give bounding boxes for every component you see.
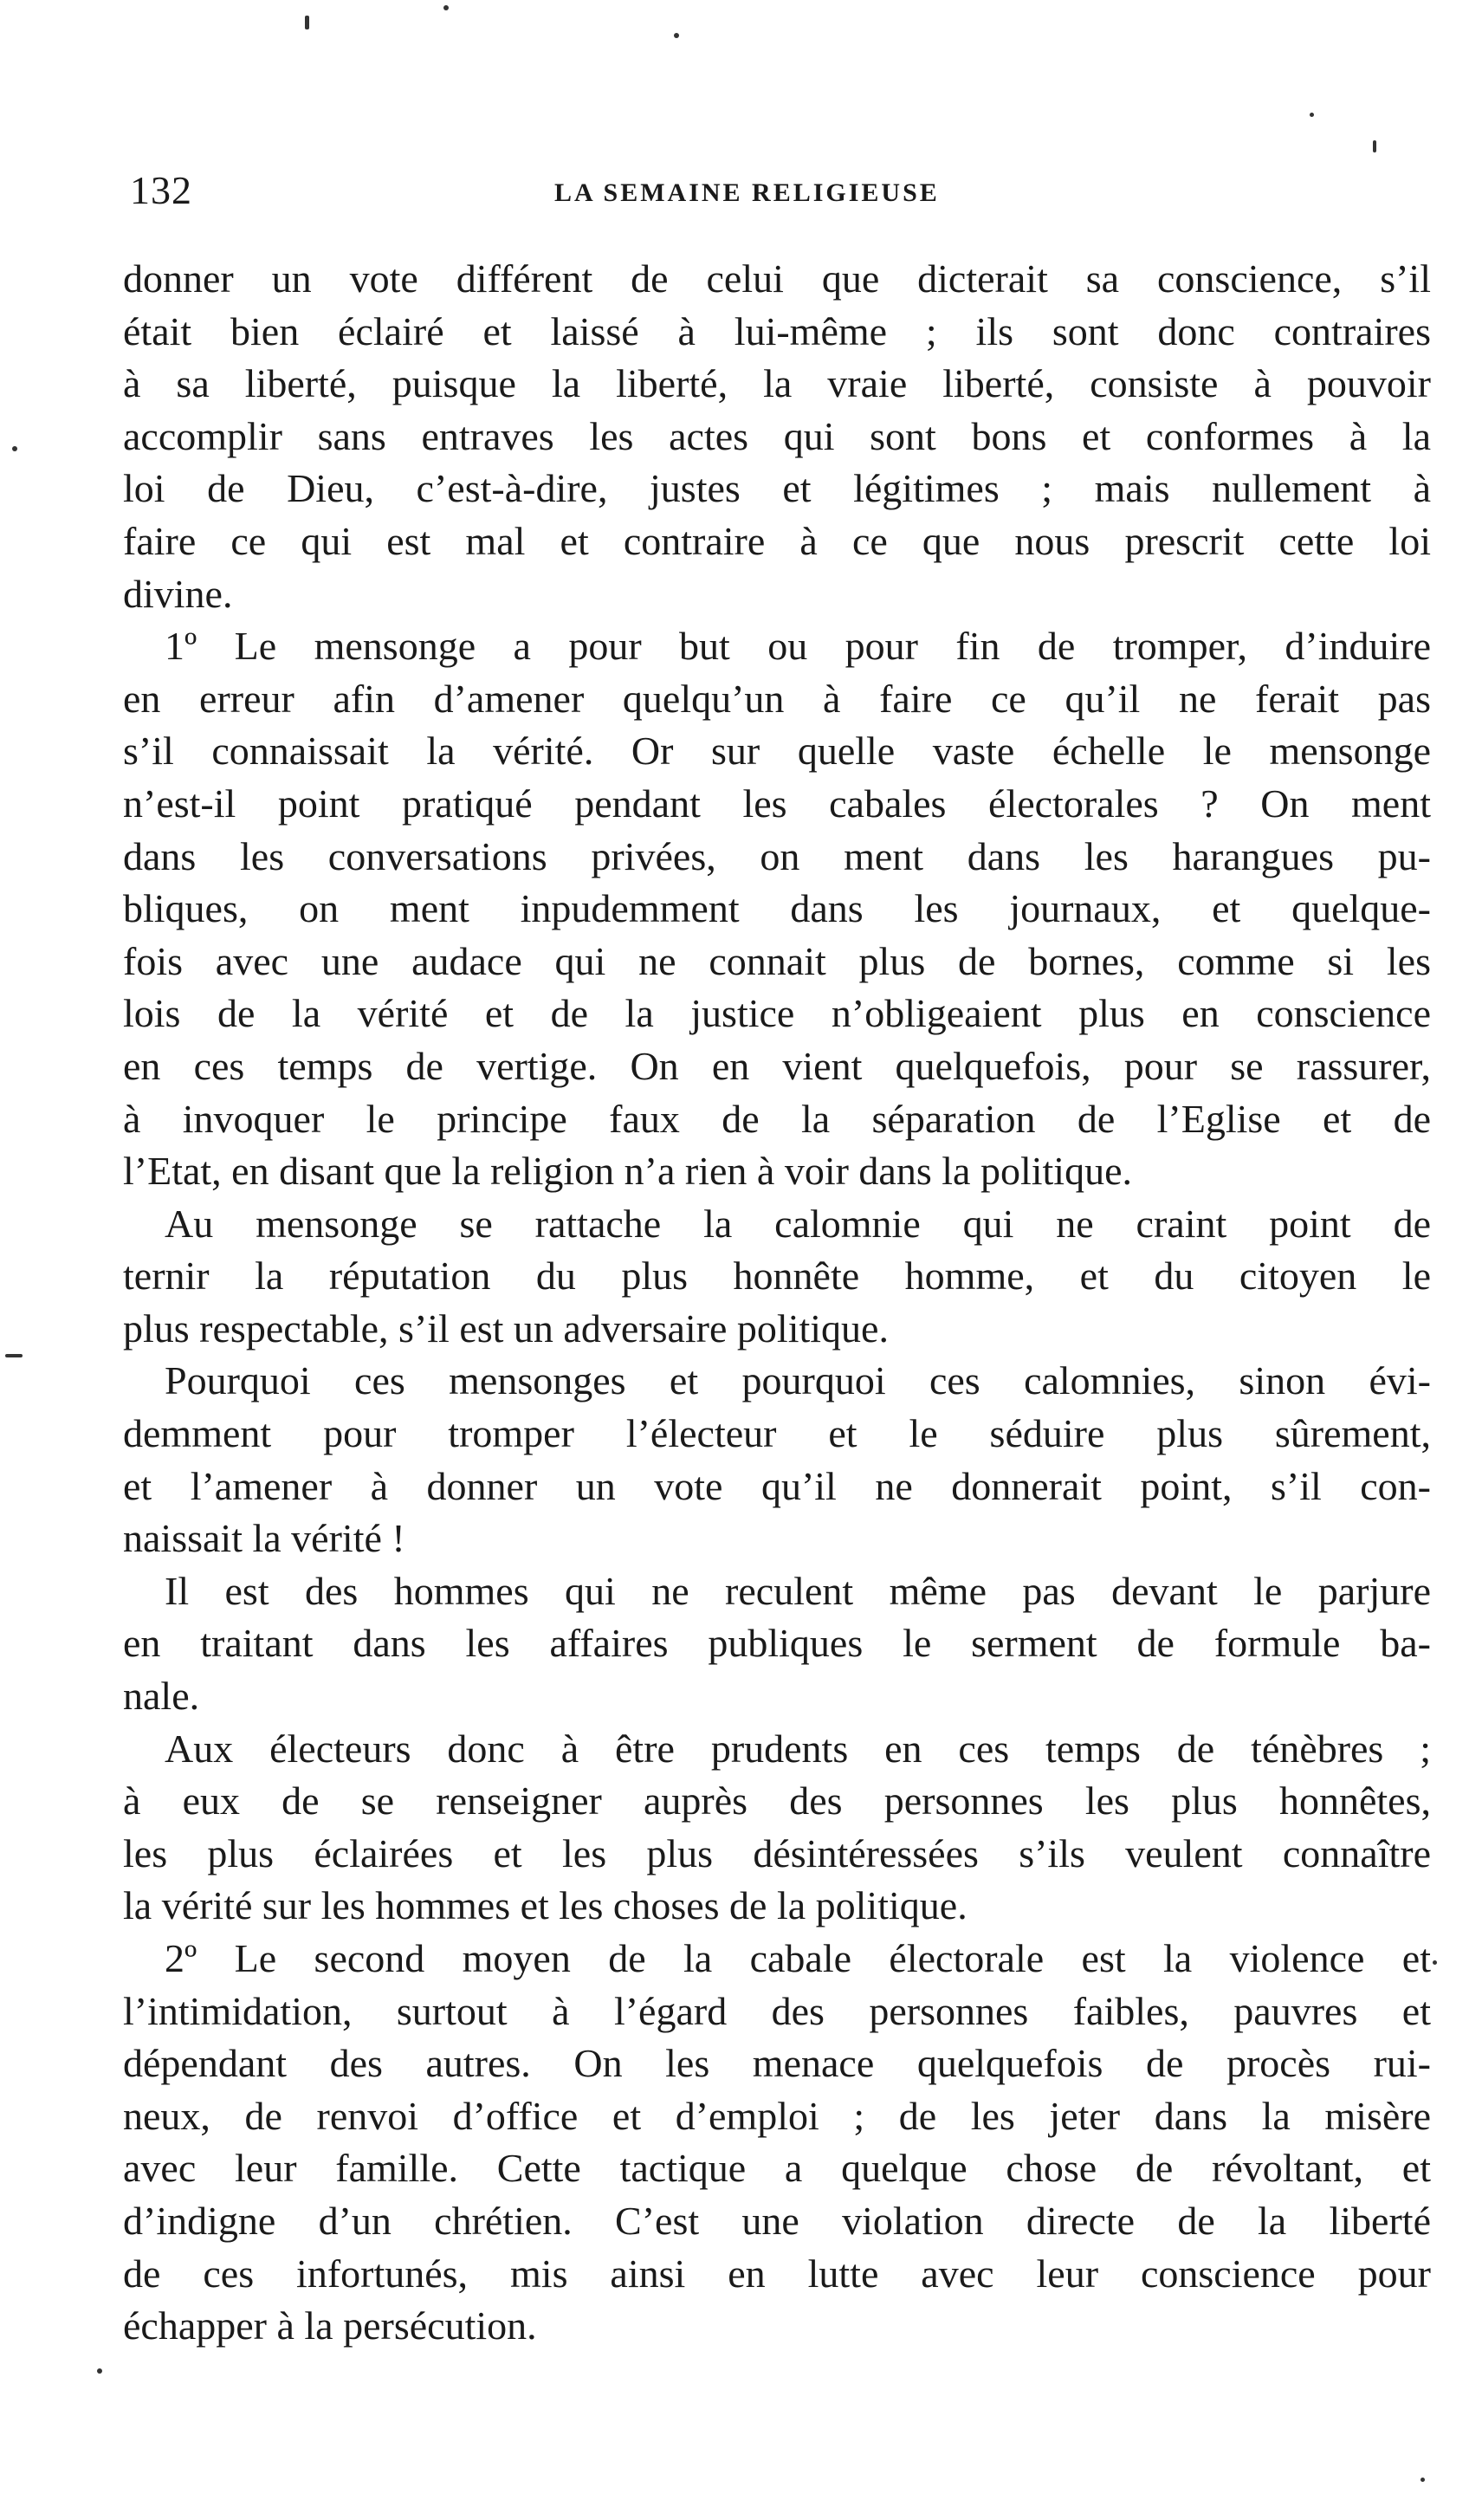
text-line: Pourquoi ces mensonges et pourquoi ces calomnies, sinon évi- <box>165 1358 1431 1403</box>
text-line: dans les conversations privées, on ment dans les harangues pu- <box>123 833 1431 878</box>
text-line: était bien éclairé et laissé à lui-même ; ils sont donc contraires <box>123 308 1431 353</box>
text-line: 2º Le second moyen de la cabale électorale est la violence et <box>165 1936 1431 1980</box>
scan-speck <box>674 33 679 38</box>
text-line: en erreur afin d’amener quelqu’un à faire ce qu’il ne ferait pas <box>123 676 1431 721</box>
text-line: naissait la vérité ! <box>123 1516 405 1561</box>
text-line: la vérité sur les hommes et les choses de la politique. <box>123 1883 968 1928</box>
page-header <box>130 165 1438 225</box>
text-line: et l’amener à donner un vote qu’il ne donnerait point, s’il con- <box>123 1463 1431 1508</box>
text-line: neux, de renvoi d’office et d’emploi ; de les jeter dans la misère <box>123 2093 1431 2138</box>
scan-speck <box>1310 113 1314 117</box>
text-line: s’il connaissait la vérité. Or sur quelle vaste échelle le mensonge <box>123 729 1431 774</box>
text-line: Aux électeurs donc à être prudents en ces temps de ténèbres ; <box>165 1726 1431 1771</box>
text-line: l’intimidation, surtout à l’égard des personnes faibles, pauvres et <box>123 1988 1431 2033</box>
text-line: faire ce qui est mal et contraire à ce que nous prescrit cette loi <box>123 518 1431 563</box>
paragraph-5 <box>123 1565 1431 1723</box>
scan-speck <box>5 1354 23 1357</box>
text-line: échapper à la persécution. <box>123 2303 537 2348</box>
scan-speck <box>443 5 449 10</box>
text-line: 1º Le mensonge a pour but ou pour fin de tromper, d’induire <box>165 624 1431 669</box>
text-line: demment pour tromper l’électeur et le séduire plus sûrement, <box>123 1411 1431 1456</box>
paragraph-4 <box>123 1355 1431 1564</box>
text-line: nale. <box>123 1674 200 1719</box>
running-title: LA SEMAINE RELIGIEUSE <box>554 178 940 207</box>
text-line: de ces infortunés, mis ainsi en lutte avec leur conscience pour <box>123 2251 1431 2296</box>
text-line: avec leur famille. Cette tactique a quelque chose de révoltant, et <box>123 2146 1431 2191</box>
text-line: bliques, on ment inpudemment dans les journaux, et quelque- <box>123 886 1431 931</box>
paragraph-7 <box>123 1933 1431 2353</box>
scan-speck <box>1433 1960 1437 1965</box>
text-line: dépendant des autres. On les menace quelquefois de procès rui- <box>123 2041 1431 2086</box>
text-line: accomplir sans entraves les actes qui sont bons et conformes à la <box>123 413 1431 458</box>
scan-speck <box>1421 2478 1425 2482</box>
paragraph-1 <box>123 253 1431 620</box>
text-line: donner un vote différent de celui que dicterait sa conscience, s’il <box>123 256 1431 301</box>
text-line: à eux de se renseigner auprès des personnes les plus honnêtes, <box>123 1778 1431 1824</box>
text-line: divine. <box>123 571 233 616</box>
text-line: n’est-il point pratiqué pendant les cabales électorales ? On ment <box>123 781 1431 826</box>
paragraph-3 <box>123 1198 1431 1356</box>
text-line: l’Etat, en disant que la religion n’a rien à voir dans la politique. <box>123 1149 1132 1194</box>
text-line: Au mensonge se rattache la calomnie qui ne craint point de <box>165 1201 1431 1246</box>
text-line: ternir la réputation du plus honnête homme, et du citoyen le <box>123 1254 1431 1299</box>
body-text <box>123 253 1431 2353</box>
text-line: loi de Dieu, c’est-à-dire, justes et légitimes ; mais nullement à <box>123 466 1431 511</box>
text-line: en ces temps de vertige. On en vient quelquefois, pour se rassurer, <box>123 1043 1431 1088</box>
text-line: lois de la vérité et de la justice n’obligeaient plus en conscience <box>123 991 1431 1036</box>
scan-speck <box>12 446 17 451</box>
scan-speck <box>97 2368 102 2374</box>
text-line: fois avec une audace qui ne connait plus de bornes, comme si les <box>123 938 1431 983</box>
text-line: plus respectable, s’il est un adversaire politique. <box>123 1305 889 1351</box>
text-line: en traitant dans les affaires publiques le serment de formule ba- <box>123 1621 1431 1666</box>
text-line: à sa liberté, puisque la liberté, la vraie liberté, consiste à pouvoir <box>123 361 1431 406</box>
scan-speck <box>305 16 309 29</box>
text-line: d’indigne d’un chrétien. C’est une violation directe de la liberté <box>123 2198 1431 2243</box>
paragraph-6 <box>123 1723 1431 1933</box>
paragraph-2 <box>123 620 1431 1198</box>
text-line: Il est des hommes qui ne reculent même pas devant le parjure <box>165 1568 1431 1613</box>
page-number: 132 <box>130 168 192 212</box>
text-line: à invoquer le principe faux de la séparation de l’Eglise et de <box>123 1096 1431 1141</box>
text-line: les plus éclairées et les plus désintéressées s’ils veulent connaître <box>123 1830 1431 1875</box>
scan-speck <box>1373 140 1376 152</box>
